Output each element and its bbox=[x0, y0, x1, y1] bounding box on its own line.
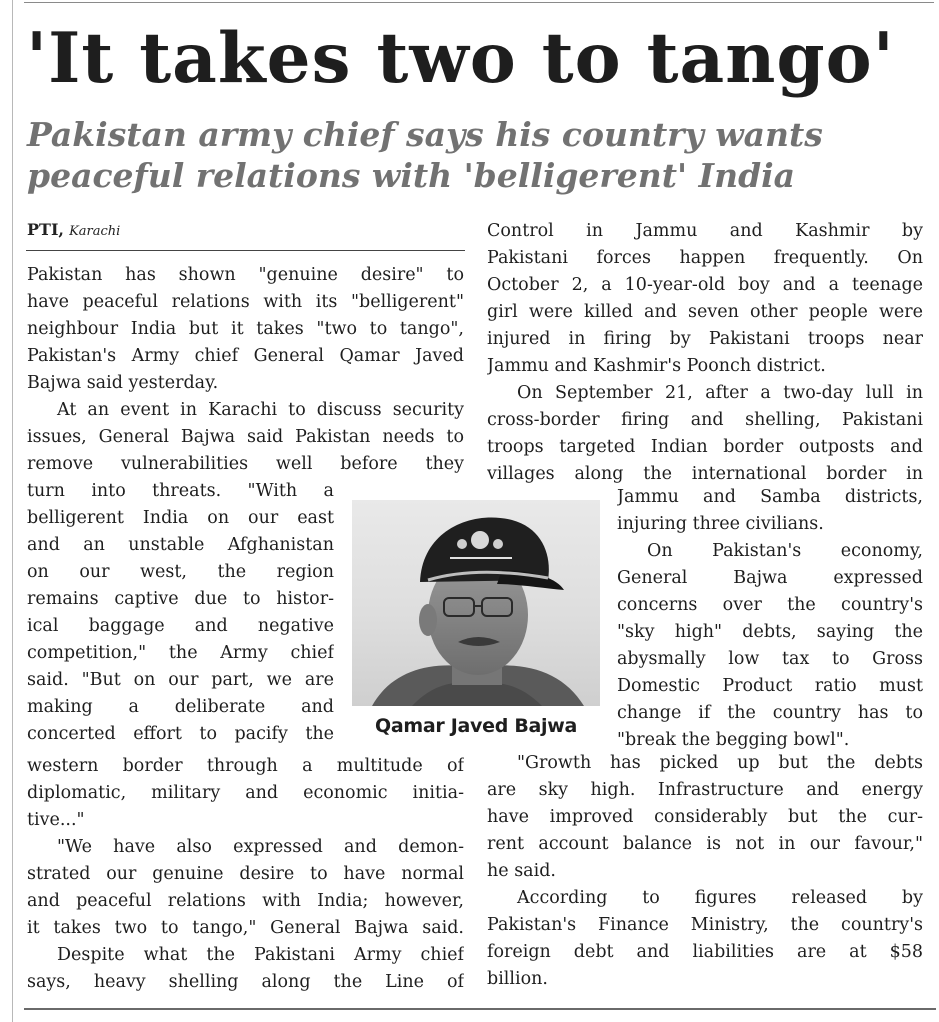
text-line: On Pakistan's economy, bbox=[647, 541, 923, 561]
byline-agency: PTI, bbox=[27, 220, 64, 239]
text-line: on our west, the region bbox=[27, 562, 334, 582]
subheadline bbox=[27, 114, 927, 196]
text-line: billion. bbox=[487, 969, 548, 989]
text-line: strated our genuine desire to have normal bbox=[27, 864, 464, 884]
text-line: villages along the international border in bbox=[487, 464, 923, 484]
text-line: diplomatic, military and economic initia- bbox=[27, 783, 464, 803]
text-line: Despite what the Pakistani Army chief bbox=[57, 945, 464, 965]
text-line: "Growth has picked up but the debts bbox=[517, 753, 923, 773]
right-column-top bbox=[487, 218, 923, 488]
text-line: injured in firing by Pakistani troops near bbox=[487, 329, 923, 349]
text-line: girl were killed and seven other people were bbox=[487, 302, 923, 322]
text-line: have improved considerably but the cur- bbox=[487, 807, 923, 827]
right-column-bottom bbox=[487, 750, 923, 993]
left-column-top bbox=[27, 262, 464, 478]
text-line: On September 21, after a two-day lull in bbox=[517, 383, 923, 403]
photo-caption: Qamar Javed Bajwa bbox=[374, 715, 578, 737]
text-line: Pakistan's Finance Ministry, the country's bbox=[487, 915, 923, 935]
text-line: issues, General Bajwa said Pakistan needs to bbox=[27, 427, 464, 447]
text-line: Pakistan has shown "genuine desire" to bbox=[27, 265, 464, 285]
headline: 'It takes two to tango' bbox=[26, 18, 895, 99]
text-line: Jammu and Kashmir's Poonch district. bbox=[487, 356, 826, 376]
text-line: change if the country has to bbox=[617, 703, 923, 723]
text-line: Jammu and Samba districts, bbox=[617, 487, 923, 507]
right-column-wrap bbox=[617, 484, 923, 754]
text-line: "break the begging bowl". bbox=[617, 730, 850, 750]
text-line: neighbour India but it takes "two to tango", bbox=[27, 319, 464, 339]
text-line: remove vulnerabilities well before they bbox=[27, 454, 464, 474]
left-border-rule bbox=[12, 0, 13, 1022]
text-line: and an unstable Afghanistan bbox=[27, 535, 334, 555]
subheadline-line-1: Pakistan army chief says his country wants bbox=[27, 115, 823, 154]
text-line: According to figures released by bbox=[517, 888, 923, 908]
text-line: General Bajwa expressed bbox=[617, 568, 923, 588]
text-line: cross-border firing and shelling, Pakistani bbox=[487, 410, 923, 430]
text-line: Domestic Product ratio must bbox=[617, 676, 923, 696]
portrait-photo-icon bbox=[352, 500, 600, 706]
text-line: western border through a multitude of bbox=[27, 756, 464, 776]
text-line: At an event in Karachi to discuss security bbox=[57, 400, 464, 420]
text-line: October 2, a 10-year-old boy and a teenage bbox=[487, 275, 923, 295]
text-line: abysmally low tax to Gross bbox=[617, 649, 923, 669]
byline-place: Karachi bbox=[69, 224, 121, 239]
byline-divider bbox=[26, 250, 465, 251]
text-line: belligerent India on our east bbox=[27, 508, 334, 528]
top-border-rule bbox=[24, 2, 934, 3]
text-line: making a deliberate and bbox=[27, 697, 334, 717]
text-line: rent account balance is not in our favour," bbox=[487, 834, 923, 854]
text-line: ical baggage and negative bbox=[27, 616, 334, 636]
text-line: it takes two to tango," General Bajwa said. bbox=[27, 918, 464, 938]
portrait-photo bbox=[352, 500, 600, 706]
text-line: foreign debt and liabilities are at $58 bbox=[487, 942, 923, 962]
text-line: have peaceful relations with its "belligerent" bbox=[27, 292, 464, 312]
text-line: concerns over the country's bbox=[617, 595, 923, 615]
left-column-bottom bbox=[27, 753, 464, 996]
text-line: tive..." bbox=[27, 810, 85, 830]
byline bbox=[27, 220, 120, 242]
text-line: concerted effort to pacify the bbox=[27, 724, 334, 744]
text-line: turn into threats. "With a bbox=[27, 481, 334, 501]
text-line: remains captive due to histor- bbox=[27, 589, 334, 609]
text-line: Pakistan's Army chief General Qamar Javed bbox=[27, 346, 464, 366]
text-line: Control in Jammu and Kashmir by bbox=[487, 221, 923, 241]
text-line: "sky high" debts, saying the bbox=[617, 622, 923, 642]
text-line: troops targeted Indian border outposts and bbox=[487, 437, 923, 457]
text-line: Pakistani forces happen frequently. On bbox=[487, 248, 923, 268]
text-line: competition," the Army chief bbox=[27, 643, 334, 663]
text-line: he said. bbox=[487, 861, 556, 881]
bottom-border-rule bbox=[24, 1008, 936, 1010]
text-line: "We have also expressed and demon- bbox=[57, 837, 464, 857]
subheadline-line-2: peaceful relations with 'belligerent' India bbox=[27, 156, 796, 195]
text-line: injuring three civilians. bbox=[617, 514, 824, 534]
text-line: and peaceful relations with India; however, bbox=[27, 891, 464, 911]
left-column-wrap bbox=[27, 478, 334, 748]
text-line: are sky high. Infrastructure and energy bbox=[487, 780, 923, 800]
text-line: says, heavy shelling along the Line of bbox=[27, 972, 464, 992]
text-line: Bajwa said yesterday. bbox=[27, 373, 219, 393]
text-line: said. "But on our part, we are bbox=[27, 670, 334, 690]
